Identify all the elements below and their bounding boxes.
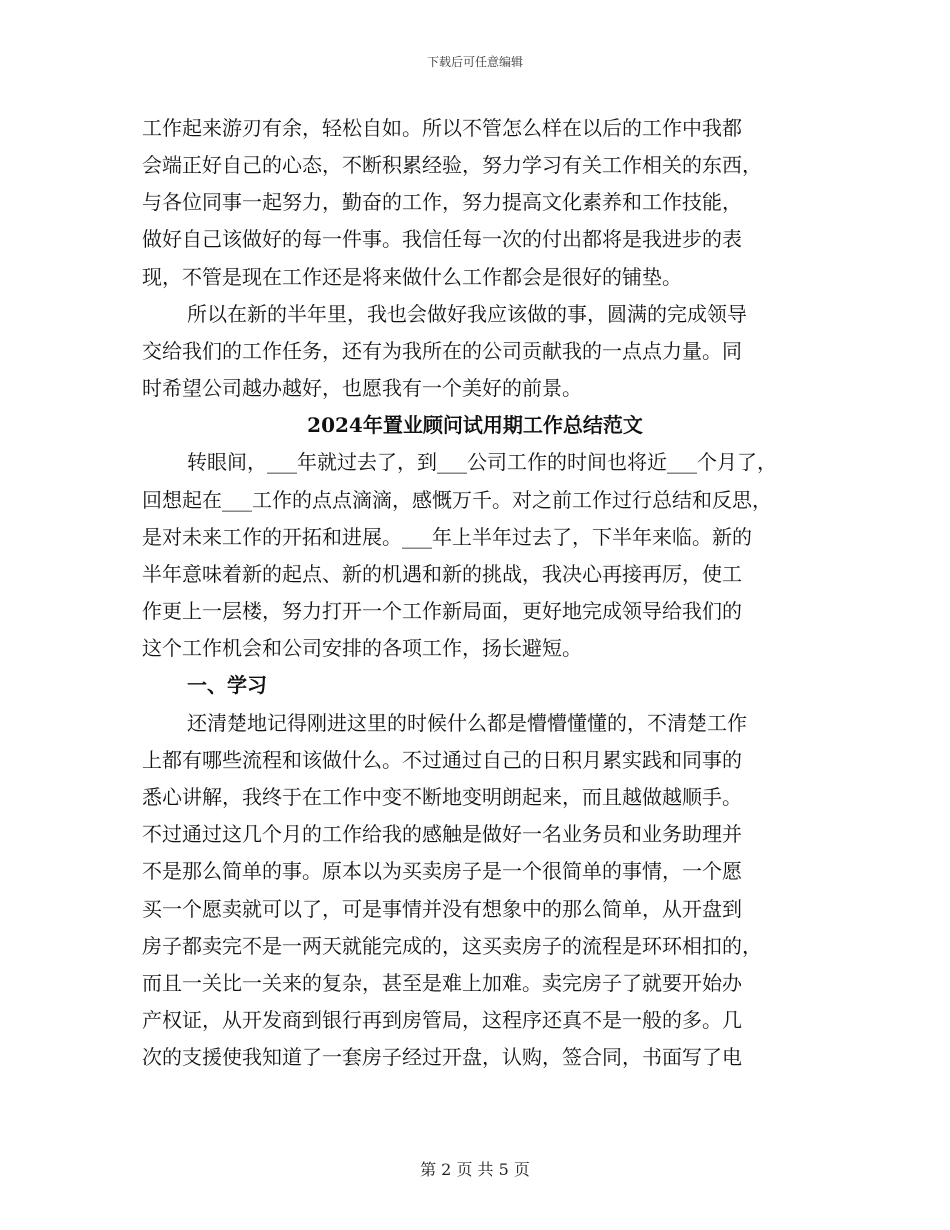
line-text: 是对未来工作的开拓和进展。___年上半年过去了，下半年来临。新的 xyxy=(142,525,752,549)
text-line xyxy=(0,852,950,890)
line-text: 时希望公司越办越好，也愿我有一个美好的前景。 xyxy=(142,376,582,400)
text-line xyxy=(0,443,950,481)
line-text: 还清楚地记得刚进这里的时候什么都是懵懵懂懂的，不清楚工作 xyxy=(187,711,747,735)
page-number: 第 2 页 共 5 页 xyxy=(420,1160,530,1179)
line-text: 悉心讲解，我终于在工作中变不断地变明朗起来，而且越做越顺手。 xyxy=(142,785,742,809)
line-text: 产权证，从开发商到银行再到房管局，这程序还真不是一般的多。几 xyxy=(142,1008,742,1032)
line-text: 房子都卖完不是一两天就能完成的，这买卖房子的流程是环环相扣的， xyxy=(142,934,762,958)
line-text: 不过通过这几个月的工作给我的感触是做好一名业务员和业务助理并 xyxy=(142,822,742,846)
text-line xyxy=(0,741,950,779)
text-line xyxy=(0,332,950,370)
line-text: 工作起来游刃有余，轻松自如。所以不管怎么样在以后的工作中我都 xyxy=(142,116,742,140)
text-line xyxy=(0,109,950,147)
section-heading-line xyxy=(0,666,950,704)
text-line xyxy=(0,183,950,221)
page-header: 下载后可任意编辑 xyxy=(426,55,523,69)
line-text: 会端正好自己的心态，不断积累经验，努力学习有关工作相关的东西， xyxy=(142,153,762,177)
article-title: 2024年置业顾问试用期工作总结范文 xyxy=(307,413,643,437)
line-text: 转眼间，___年就过去了，到___公司工作的时间也将近___个月了， xyxy=(187,450,777,474)
line-text: 所以在新的半年里，我也会做好我应该做的事，圆满的完成领导 xyxy=(187,302,747,326)
line-text: 这个工作机会和公司安排的各项工作，扬长避短。 xyxy=(142,636,582,660)
text-line xyxy=(0,704,950,742)
line-text: 半年意味着新的起点、新的机遇和新的挑战，我决心再接再厉，使工 xyxy=(142,562,742,586)
line-text: 交给我们的工作任务，还有为我所在的公司贡献我的一点点力量。同 xyxy=(142,339,742,363)
text-line xyxy=(0,1001,950,1039)
text-line xyxy=(0,964,950,1002)
text-line xyxy=(0,220,950,258)
text-line xyxy=(0,927,950,965)
text-line xyxy=(0,629,950,667)
text-line xyxy=(0,592,950,630)
text-line xyxy=(0,1038,950,1076)
section-heading: 一、学习 xyxy=(187,673,267,697)
text-line xyxy=(0,369,950,407)
line-text: 现，不管是现在工作还是将来做什么工作都会是很好的铺垫。 xyxy=(142,265,682,289)
line-text: 做好自己该做好的每一件事。我信任每一次的付出都将是我进步的表 xyxy=(142,227,742,251)
text-line xyxy=(0,146,950,184)
text-line xyxy=(0,815,950,853)
line-text: 作更上一层楼，努力打开一个工作新局面，更好地完成领导给我们的 xyxy=(142,599,742,623)
line-text: 不是那么简单的事。原本以为买卖房子是一个很简单的事情，一个愿 xyxy=(142,859,742,883)
text-line xyxy=(0,295,950,333)
line-text: 上都有哪些流程和该做什么。不过通过自己的日积月累实践和同事的 xyxy=(142,748,742,772)
text-line xyxy=(0,481,950,519)
text-line xyxy=(0,518,950,556)
line-text: 买一个愿卖就可以了，可是事情并没有想象中的那么简单，从开盘到 xyxy=(142,897,742,921)
text-line xyxy=(0,555,950,593)
article-title-line xyxy=(0,406,950,444)
text-line xyxy=(0,890,950,928)
line-text: 与各位同事一起努力，勤奋的工作，努力提高文化素养和工作技能， xyxy=(142,190,742,214)
line-text: 而且一关比一关来的复杂，甚至是难上加难。卖完房子了就要开始办 xyxy=(142,971,742,995)
text-line xyxy=(0,778,950,816)
line-text: 回想起在___工作的点点滴滴，感慨万千。对之前工作过行总结和反思， xyxy=(142,488,772,512)
text-line xyxy=(0,258,950,296)
line-text: 次的支援使我知道了一套房子经过开盘，认购，签合同，书面写了电 xyxy=(142,1045,742,1069)
